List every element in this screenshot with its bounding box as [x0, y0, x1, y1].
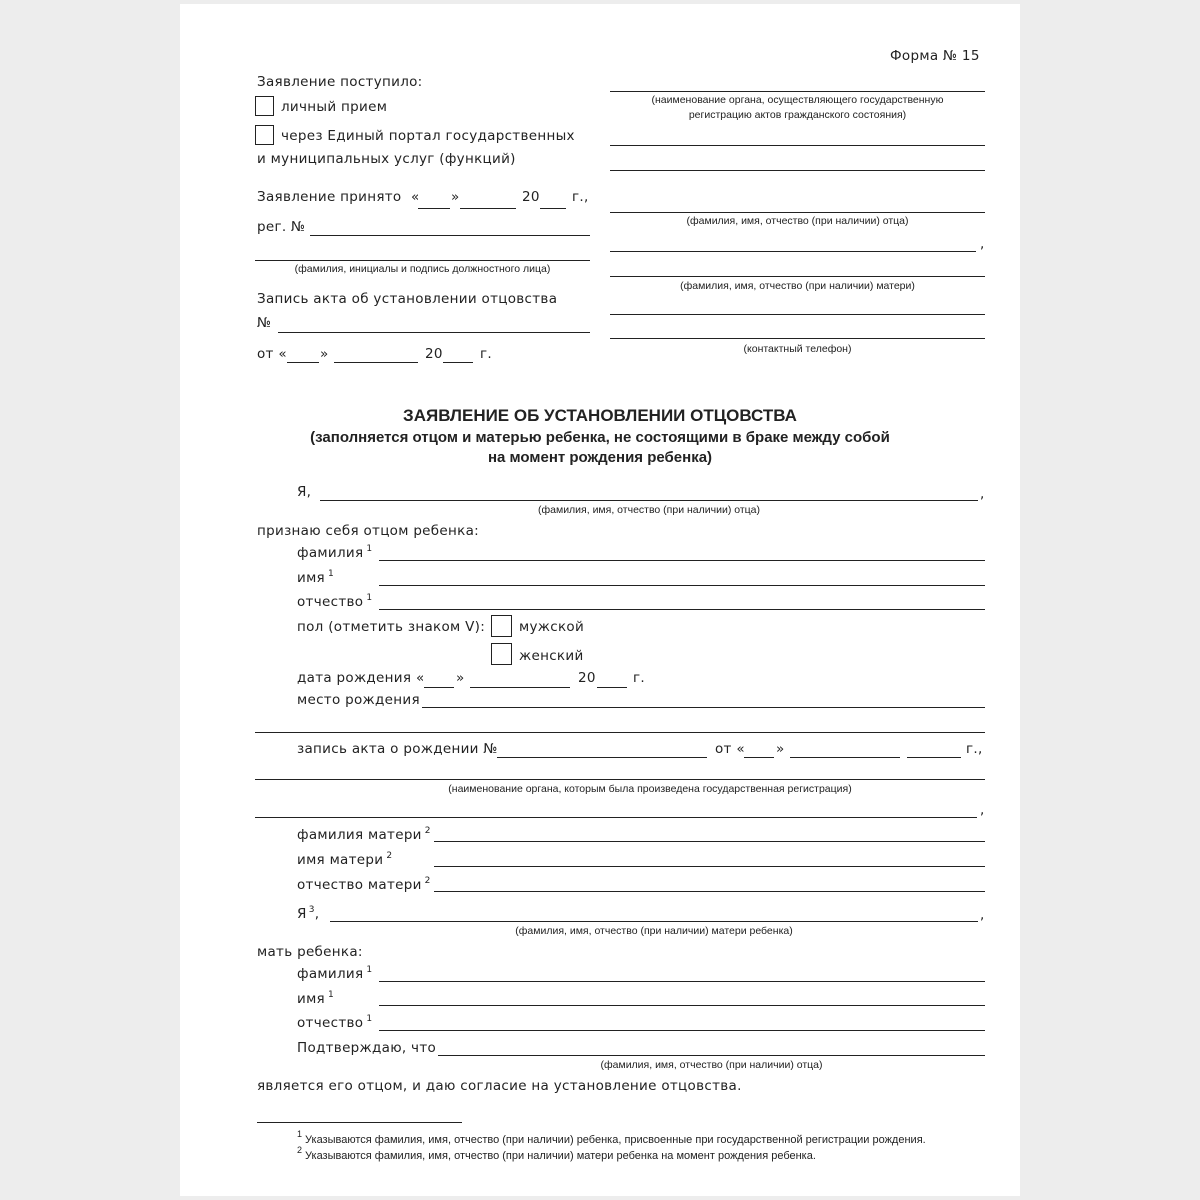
right-field-2[interactable] — [610, 170, 985, 171]
year-prefix: 20 — [425, 346, 443, 362]
reg-number-field[interactable] — [310, 235, 590, 236]
mother-fullname-field[interactable] — [330, 921, 978, 922]
year-suffix: г., — [966, 741, 983, 757]
father-name-field[interactable] — [610, 212, 985, 213]
dob-month-field[interactable] — [470, 687, 570, 688]
from-label: от « — [715, 741, 745, 757]
official-field[interactable] — [255, 260, 590, 261]
quote-close: » — [776, 741, 785, 757]
i-mother-label: Я $^3$, — [297, 905, 320, 922]
portal-label-2: и муниципальных услуг (функций) — [257, 151, 516, 167]
form-subtitle-1: (заполняется отцом и матерью ребенка, не состоящими в браке между собой — [310, 429, 890, 446]
phone-caption: (контактный телефон) — [743, 343, 852, 355]
female-label: женский — [519, 648, 584, 664]
act-no-label: № — [257, 315, 272, 331]
i-label: Я, — [297, 484, 312, 500]
right-field-4[interactable] — [610, 314, 985, 315]
year-prefix: 20 — [578, 670, 596, 686]
accepted-day-field[interactable] — [418, 208, 450, 209]
recognize-label: признаю себя отцом ребенка: — [257, 523, 480, 539]
personal-checkbox[interactable] — [255, 96, 274, 116]
child-name-field[interactable] — [379, 585, 985, 586]
mother2-name-label: имя $^1$ — [297, 990, 335, 1007]
mother-surname-field[interactable] — [434, 841, 985, 842]
reg-authority-field-2[interactable] — [255, 817, 977, 818]
mother-surname-label: фамилия матери $^2$ — [297, 826, 431, 843]
right-field-1[interactable] — [610, 145, 985, 146]
authority-field[interactable] — [610, 91, 985, 92]
act-day-field[interactable] — [287, 362, 319, 363]
footnote-divider — [257, 1122, 462, 1123]
pob-field[interactable] — [422, 707, 985, 708]
accepted-year-field[interactable] — [540, 208, 566, 209]
quote-close: » — [320, 346, 329, 362]
child-surname-label: фамилия $^1$ — [297, 544, 373, 561]
comma: , — [980, 486, 985, 502]
year-suffix: г. — [480, 346, 492, 362]
reg-label: рег. № — [257, 219, 306, 235]
father-caption: (фамилия, имя, отчество (при наличии) отца) — [538, 504, 760, 516]
form-page — [180, 4, 1020, 1196]
child-surname-field[interactable] — [379, 560, 985, 561]
mother2-surname-label: фамилия $^1$ — [297, 965, 373, 982]
consent-text: является его отцом, и даю согласие на установление отцовства. — [257, 1078, 742, 1094]
footnote-2: $^2$ Указываются фамилия, имя, отчество (при наличии) матери ребенка на момент рождения ребенка. — [297, 1145, 816, 1162]
received-label: Заявление поступило: — [257, 74, 423, 90]
mother-caption-right: (фамилия, имя, отчество (при наличии) матери) — [680, 280, 915, 292]
mother-caption: (фамилия, имя, отчество (при наличии) матери ребенка) — [515, 925, 793, 937]
form-subtitle-2: на момент рождения ребенка) — [487, 449, 713, 466]
mother-name-field[interactable] — [610, 276, 985, 277]
mother-patronymic-field[interactable] — [434, 891, 985, 892]
authority-caption-2: регистрацию актов гражданского состояния) — [688, 109, 907, 121]
quote-open: « — [411, 189, 420, 205]
act-year-field[interactable] — [443, 362, 473, 363]
birth-record-number-field[interactable] — [497, 757, 707, 758]
personal-label: личный прием — [281, 99, 388, 115]
child-patronymic-label: отчество $^1$ — [297, 593, 373, 610]
mother-name-label: имя матери $^2$ — [297, 851, 393, 868]
act-number-field[interactable] — [278, 332, 590, 333]
year-suffix: г. — [633, 670, 645, 686]
comma: , — [980, 802, 985, 818]
mother2-patronymic-field[interactable] — [379, 1030, 985, 1031]
year-suffix: г., — [572, 189, 589, 205]
father-fullname-field[interactable] — [320, 500, 978, 501]
pob-field-2[interactable] — [255, 732, 985, 733]
footnote-1: $^1$ Указываются фамилия, имя, отчество (при наличии) ребенка, присвоенные при государственной регистрации рождения. — [297, 1129, 926, 1146]
male-label: мужской — [519, 619, 585, 635]
mother-name-field[interactable] — [434, 866, 985, 867]
comma: , — [980, 236, 985, 252]
quote-close: » — [451, 189, 460, 205]
child-name-label: имя $^1$ — [297, 569, 335, 586]
reg-authority-field[interactable] — [255, 779, 985, 780]
mother2-surname-field[interactable] — [379, 981, 985, 982]
birth-record-month-field[interactable] — [790, 757, 900, 758]
accepted-month-field[interactable] — [460, 208, 516, 209]
accepted-label: Заявление принято — [257, 189, 402, 205]
form-title: ЗАЯВЛЕНИЕ ОБ УСТАНОВЛЕНИИ ОТЦОВСТВА — [403, 406, 797, 425]
confirm-father-field[interactable] — [438, 1055, 985, 1056]
mother-of-child-label: мать ребенка: — [257, 944, 363, 960]
dob-label: дата рождения — [297, 670, 412, 686]
male-checkbox[interactable] — [491, 615, 512, 637]
birth-record-year-field[interactable] — [907, 757, 961, 758]
child-patronymic-field[interactable] — [379, 609, 985, 610]
confirm-caption: (фамилия, имя, отчество (при наличии) отца) — [600, 1059, 823, 1071]
reg-authority-caption: (наименование органа, которым была произведена государственная регистрация) — [448, 783, 852, 795]
form-number: Форма № 15 — [890, 48, 980, 64]
portal-label: через Единый портал государственных — [281, 128, 575, 144]
quote-open: « — [416, 670, 425, 686]
authority-caption-1: (наименование органа, осуществляющего государственную — [651, 94, 944, 106]
mother-patronymic-label: отчество матери $^2$ — [297, 876, 431, 893]
confirm-label: Подтверждаю, что — [297, 1040, 437, 1056]
quote-close: » — [456, 670, 465, 686]
birth-record-label: запись акта о рождении № — [297, 741, 498, 757]
phone-field[interactable] — [610, 338, 985, 339]
act-label: Запись акта об установлении отцовства — [257, 291, 558, 307]
father-caption-right: (фамилия, имя, отчество (при наличии) отца) — [686, 215, 909, 227]
mother2-patronymic-label: отчество $^1$ — [297, 1014, 373, 1031]
female-checkbox[interactable] — [491, 643, 512, 665]
year-prefix: 20 — [522, 189, 540, 205]
act-month-field[interactable] — [334, 362, 418, 363]
official-caption: (фамилия, инициалы и подпись должностного лица) — [294, 263, 551, 275]
comma: , — [980, 907, 985, 923]
dob-year-field[interactable] — [597, 687, 627, 688]
sex-label: пол (отметить знаком V): — [297, 619, 486, 635]
pob-label: место рождения — [297, 692, 420, 708]
dob-day-field[interactable] — [424, 687, 454, 688]
act-from-label: от « — [257, 346, 287, 362]
right-field-3[interactable] — [610, 251, 976, 252]
birth-record-day-field[interactable] — [744, 757, 774, 758]
portal-checkbox[interactable] — [255, 125, 274, 145]
mother2-name-field[interactable] — [379, 1005, 985, 1006]
